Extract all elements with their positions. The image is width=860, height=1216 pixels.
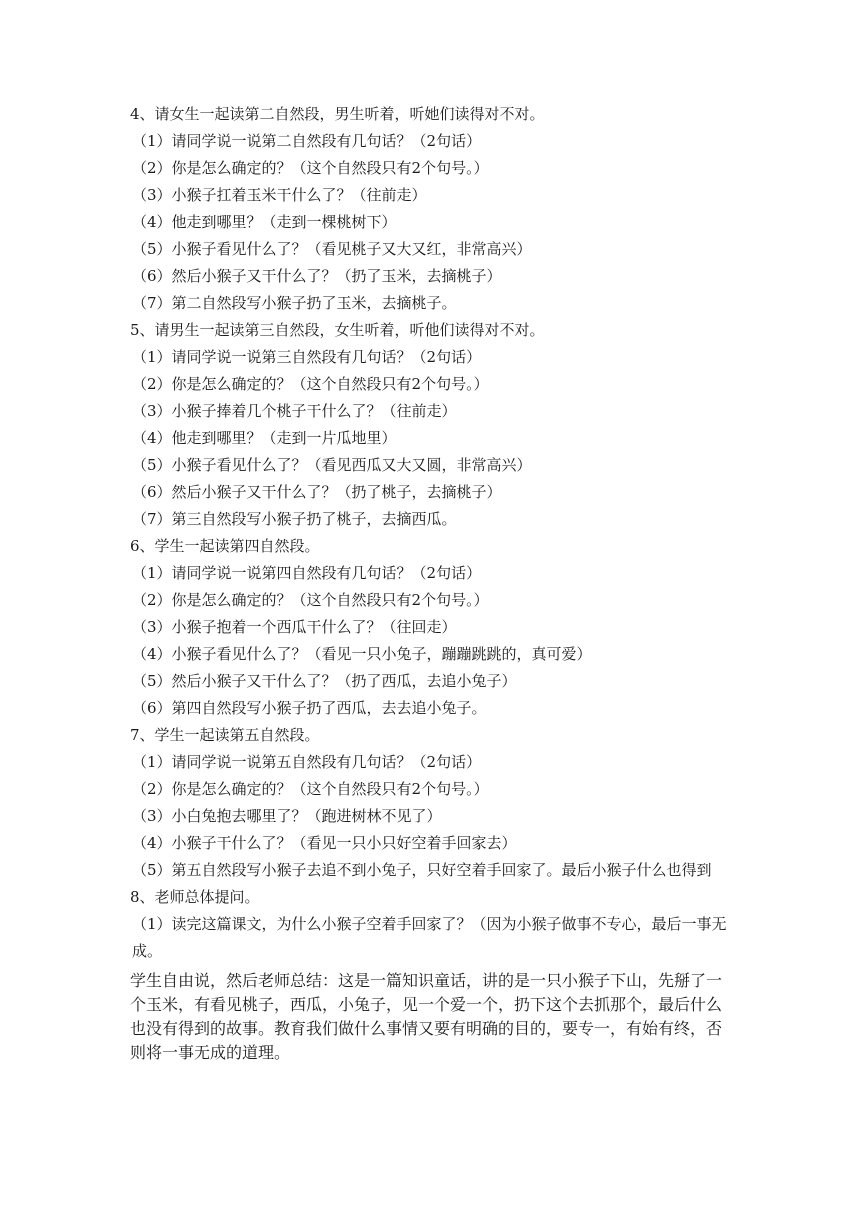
question-line: （2）你是怎么确定的？（这个自然段只有2个句号。） — [132, 780, 489, 798]
question-line: （3）小白兔抱去哪里了？（跑进树林不见了） — [132, 807, 442, 825]
question-line: （6）然后小猴子又干什么了？（扔了桃子，去摘桃子） — [132, 483, 502, 501]
question-line: （1）请同学说一说第二自然段有几句话？（2句话） — [132, 132, 482, 150]
question-line: （2）你是怎么确定的？（这个自然段只有2个句号。） — [132, 375, 489, 393]
question-line: （4）小猴子干什么了？（看见一只小只好空着手回家去） — [132, 834, 517, 852]
question-line: （1）读完这篇课文，为什么小猴子空着手回家了？（因为小猴子做事不专心，最后一事无成。 — [132, 915, 727, 960]
question-line: （4）他走到哪里？（走到一片瓜地里） — [132, 429, 397, 447]
heading-8: 8、老师总体提问。 — [130, 888, 260, 906]
question-line: （3）小猴子抱着一个西瓜干什么了？（往回走） — [132, 618, 457, 636]
heading-4: 4、请女生一起读第二自然段，男生听着，听她们读得对不对。 — [130, 105, 545, 123]
question-line: （5）第五自然段写小猴子去追不到小兔子，只好空着手回家了。最后小猴子什么也得到 — [132, 861, 712, 879]
question-line: （1）请同学说一说第四自然段有几句话？（2句话） — [132, 564, 482, 582]
question-line: （5）小猴子看见什么了？（看见西瓜又大又圆，非常高兴） — [132, 456, 532, 474]
question-line: （7）第三自然段写小猴子扔了桃子，去摘西瓜。 — [132, 510, 457, 528]
question-line: （4）小猴子看见什么了？（看见一只小兔子，蹦蹦跳跳的，真可爱） — [132, 645, 592, 663]
question-line: （7）第二自然段写小猴子扔了玉米，去摘桃子。 — [132, 294, 457, 312]
question-line: （6）然后小猴子又干什么了？（扔了玉米，去摘桃子） — [132, 267, 502, 285]
question-line: （5）然后小猴子又干什么了？（扔了西瓜，去追小兔子） — [132, 672, 517, 690]
question-line: （1）请同学说一说第三自然段有几句话？（2句话） — [132, 348, 482, 366]
document-body — [130, 101, 735, 1065]
question-line: （4）他走到哪里？（走到一棵桃树下） — [132, 213, 397, 231]
question-line: （1）请同学说一说第五自然段有几句话？（2句话） — [132, 753, 482, 771]
question-line: （3）小猴子扛着玉米干什么了？（往前走） — [132, 186, 427, 204]
heading-5: 5、请男生一起读第三自然段，女生听着，听他们读得对不对。 — [130, 321, 545, 339]
heading-6: 6、学生一起读第四自然段。 — [130, 537, 320, 555]
question-line: （2）你是怎么确定的？（这个自然段只有2个句号。） — [132, 591, 489, 609]
question-line: （6）第四自然段写小猴子扔了西瓜，去去追小兔子。 — [132, 699, 487, 717]
question-line: （5）小猴子看见什么了？（看见桃子又大又红，非常高兴） — [132, 240, 532, 258]
question-line: （2）你是怎么确定的？（这个自然段只有2个句号。） — [132, 159, 489, 177]
question-line: （3）小猴子捧着几个桃子干什么了？（往前走） — [132, 402, 457, 420]
heading-7: 7、学生一起读第五自然段。 — [130, 726, 320, 744]
summary-paragraph: 学生自由说，然后老师总结：这是一篇知识童话，讲的是一只小猴子下山，先掰了一个玉米，有看见桃子，西瓜，小兔子，见一个爱一个，扔下这个去抓那个，最后什么也没有得到的故事。教育我们做什么事情又要有明确的目的，要专一，有始有终，否则将一事无成的道理。 — [130, 971, 723, 1062]
